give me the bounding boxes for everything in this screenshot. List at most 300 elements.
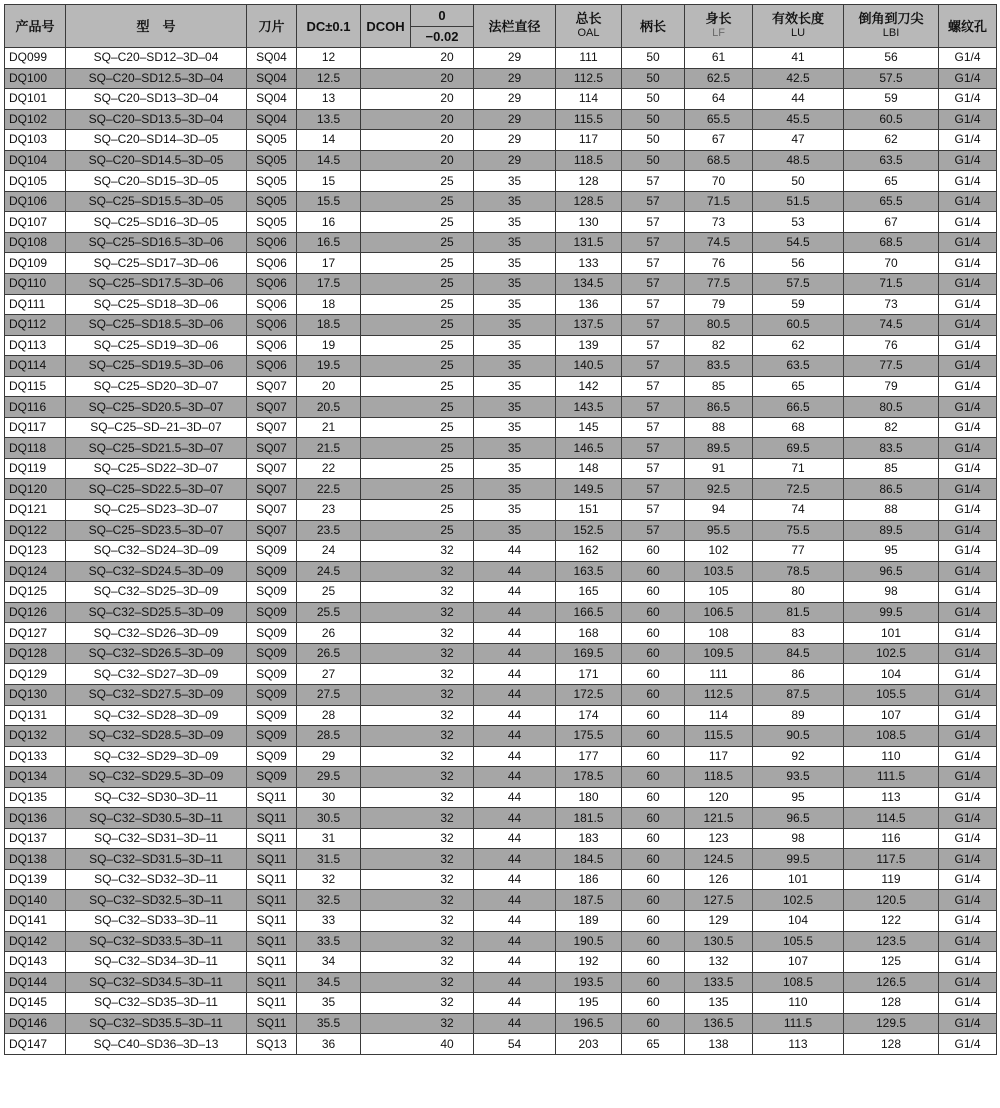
cell-lf: 62.5: [685, 68, 753, 89]
cell-oal: 174: [556, 705, 622, 726]
cell-flange: 44: [474, 602, 556, 623]
cell-oal: 184.5: [556, 849, 622, 870]
cell-thread: G1/4: [939, 787, 997, 808]
cell-code: DQ138: [5, 849, 66, 870]
cell-thread: G1/4: [939, 232, 997, 253]
cell-code: DQ132: [5, 726, 66, 747]
cell-model: SQ–C25–SD17–3D–06: [66, 253, 247, 274]
cell-shank: 57: [622, 458, 685, 479]
cell-thread: G1/4: [939, 171, 997, 192]
cell-code: DQ099: [5, 48, 66, 69]
cell-blade: SQ11: [247, 849, 297, 870]
cell-oal: 187.5: [556, 890, 622, 911]
cell-dcoh: 32: [361, 623, 474, 644]
cell-dcoh: 25: [361, 171, 474, 192]
cell-model: SQ–C25–SD20.5–3D–07: [66, 397, 247, 418]
cell-lbi: 62: [844, 130, 939, 151]
cell-code: DQ139: [5, 869, 66, 890]
cell-oal: 183: [556, 828, 622, 849]
cell-lbi: 65: [844, 171, 939, 192]
cell-shank: 60: [622, 972, 685, 993]
cell-lbi: 98: [844, 582, 939, 603]
tolerance-lower: −0.02: [425, 28, 459, 44]
cell-thread: G1/4: [939, 458, 997, 479]
cell-model: SQ–C32–SD33.5–3D–11: [66, 931, 247, 952]
cell-dc: 28.5: [297, 726, 361, 747]
cell-blade: SQ05: [247, 212, 297, 233]
cell-lf: 120: [685, 787, 753, 808]
cell-code: DQ107: [5, 212, 66, 233]
cell-code: DQ133: [5, 746, 66, 767]
cell-lu: 77: [753, 541, 844, 562]
cell-oal: 128: [556, 171, 622, 192]
cell-shank: 60: [622, 705, 685, 726]
table-row: [5, 48, 997, 69]
cell-dcoh: 25: [361, 417, 474, 438]
cell-thread: G1/4: [939, 150, 997, 171]
cell-lbi: 60.5: [844, 109, 939, 130]
table-row: [5, 438, 997, 459]
cell-code: DQ120: [5, 479, 66, 500]
cell-code: DQ144: [5, 972, 66, 993]
cell-model: SQ–C20–SD14–3D–05: [66, 130, 247, 151]
cell-lf: 74.5: [685, 232, 753, 253]
cell-model: SQ–C20–SD13.5–3D–04: [66, 109, 247, 130]
cell-oal: 118.5: [556, 150, 622, 171]
cell-lf: 105: [685, 582, 753, 603]
cell-blade: SQ11: [247, 931, 297, 952]
cell-blade: SQ06: [247, 232, 297, 253]
cell-shank: 60: [622, 726, 685, 747]
cell-lbi: 88: [844, 500, 939, 521]
cell-lbi: 128: [844, 993, 939, 1014]
cell-flange: 44: [474, 726, 556, 747]
table-row: [5, 684, 997, 705]
table-row: [5, 520, 997, 541]
cell-lbi: 85: [844, 458, 939, 479]
cell-model: SQ–C20–SD12.5–3D–04: [66, 68, 247, 89]
cell-dc: 34: [297, 952, 361, 973]
cell-oal: 178.5: [556, 767, 622, 788]
cell-dcoh: 32: [361, 582, 474, 603]
cell-thread: G1/4: [939, 1013, 997, 1034]
cell-thread: G1/4: [939, 417, 997, 438]
cell-lbi: 104: [844, 664, 939, 685]
cell-dc: 20: [297, 376, 361, 397]
cell-thread: G1/4: [939, 746, 997, 767]
cell-dcoh: 25: [361, 335, 474, 356]
cell-lf: 76: [685, 253, 753, 274]
cell-lbi: 79: [844, 376, 939, 397]
cell-flange: 44: [474, 767, 556, 788]
cell-blade: SQ06: [247, 356, 297, 377]
cell-flange: 29: [474, 109, 556, 130]
cell-lbi: 59: [844, 89, 939, 110]
cell-code: DQ109: [5, 253, 66, 274]
cell-thread: G1/4: [939, 397, 997, 418]
cell-lbi: 95: [844, 541, 939, 562]
cell-shank: 60: [622, 684, 685, 705]
cell-model: SQ–C32–SD28.5–3D–09: [66, 726, 247, 747]
cell-code: DQ127: [5, 623, 66, 644]
cell-thread: G1/4: [939, 993, 997, 1014]
cell-dcoh: 25: [361, 253, 474, 274]
cell-lf: 89.5: [685, 438, 753, 459]
cell-dcoh: 32: [361, 952, 474, 973]
cell-dcoh: 32: [361, 910, 474, 931]
cell-thread: G1/4: [939, 849, 997, 870]
cell-thread: G1/4: [939, 582, 997, 603]
cell-model: SQ–C32–SD28–3D–09: [66, 705, 247, 726]
cell-oal: 142: [556, 376, 622, 397]
cell-code: DQ141: [5, 910, 66, 931]
cell-lbi: 71.5: [844, 274, 939, 295]
cell-lbi: 68.5: [844, 232, 939, 253]
cell-lf: 86.5: [685, 397, 753, 418]
cell-code: DQ117: [5, 417, 66, 438]
cell-blade: SQ05: [247, 191, 297, 212]
cell-shank: 50: [622, 89, 685, 110]
spec-table-container: [4, 4, 996, 1055]
cell-lu: 60.5: [753, 315, 844, 336]
cell-lbi: 74.5: [844, 315, 939, 336]
spec-table: [4, 4, 997, 1055]
cell-oal: 151: [556, 500, 622, 521]
cell-lf: 92.5: [685, 479, 753, 500]
cell-dc: 18: [297, 294, 361, 315]
cell-lbi: 86.5: [844, 479, 939, 500]
cell-oal: 163.5: [556, 561, 622, 582]
cell-model: SQ–C20–SD15–3D–05: [66, 171, 247, 192]
cell-oal: 112.5: [556, 68, 622, 89]
cell-blade: SQ06: [247, 294, 297, 315]
cell-thread: G1/4: [939, 356, 997, 377]
cell-flange: 54: [474, 1034, 556, 1055]
cell-lf: 109.5: [685, 643, 753, 664]
cell-lf: 112.5: [685, 684, 753, 705]
cell-lu: 84.5: [753, 643, 844, 664]
header-lf-sub: LF: [712, 27, 725, 39]
cell-oal: 139: [556, 335, 622, 356]
cell-thread: G1/4: [939, 623, 997, 644]
cell-lu: 74: [753, 500, 844, 521]
cell-flange: 35: [474, 171, 556, 192]
cell-dcoh: 32: [361, 561, 474, 582]
cell-blade: SQ04: [247, 48, 297, 69]
cell-flange: 35: [474, 479, 556, 500]
cell-flange: 44: [474, 890, 556, 911]
cell-flange: 44: [474, 869, 556, 890]
cell-shank: 60: [622, 1013, 685, 1034]
cell-code: DQ126: [5, 602, 66, 623]
cell-lf: 102: [685, 541, 753, 562]
cell-blade: SQ06: [247, 335, 297, 356]
cell-flange: 35: [474, 294, 556, 315]
cell-thread: G1/4: [939, 376, 997, 397]
cell-thread: G1/4: [939, 315, 997, 336]
cell-flange: 44: [474, 910, 556, 931]
cell-flange: 44: [474, 684, 556, 705]
header-oal-label: 总长: [575, 11, 602, 26]
cell-flange: 35: [474, 191, 556, 212]
cell-blade: SQ09: [247, 767, 297, 788]
table-row: [5, 582, 997, 603]
cell-lbi: 76: [844, 335, 939, 356]
cell-flange: 29: [474, 68, 556, 89]
header-model: 型 号: [66, 5, 247, 48]
cell-dcoh: 32: [361, 684, 474, 705]
cell-lbi: 65.5: [844, 191, 939, 212]
cell-model: SQ–C20–SD14.5–3D–05: [66, 150, 247, 171]
cell-model: SQ–C32–SD32.5–3D–11: [66, 890, 247, 911]
cell-shank: 60: [622, 869, 685, 890]
table-row: [5, 931, 997, 952]
cell-blade: SQ09: [247, 726, 297, 747]
cell-thread: G1/4: [939, 828, 997, 849]
cell-code: DQ146: [5, 1013, 66, 1034]
cell-oal: 203: [556, 1034, 622, 1055]
cell-lbi: 123.5: [844, 931, 939, 952]
table-row: [5, 376, 997, 397]
cell-flange: 35: [474, 458, 556, 479]
cell-flange: 44: [474, 746, 556, 767]
cell-model: SQ–C32–SD31–3D–11: [66, 828, 247, 849]
cell-blade: SQ04: [247, 68, 297, 89]
cell-model: SQ–C25–SD15.5–3D–05: [66, 191, 247, 212]
cell-dc: 21.5: [297, 438, 361, 459]
cell-lf: 124.5: [685, 849, 753, 870]
cell-lbi: 122: [844, 910, 939, 931]
cell-dc: 15.5: [297, 191, 361, 212]
cell-thread: G1/4: [939, 212, 997, 233]
cell-oal: 189: [556, 910, 622, 931]
cell-thread: G1/4: [939, 130, 997, 151]
cell-dcoh: 25: [361, 438, 474, 459]
cell-thread: G1/4: [939, 767, 997, 788]
cell-thread: G1/4: [939, 1034, 997, 1055]
table-row: [5, 849, 997, 870]
cell-dc: 34.5: [297, 972, 361, 993]
cell-lu: 62: [753, 335, 844, 356]
cell-blade: SQ09: [247, 705, 297, 726]
cell-thread: G1/4: [939, 274, 997, 295]
cell-blade: SQ07: [247, 376, 297, 397]
cell-dcoh: 32: [361, 664, 474, 685]
cell-dcoh: 32: [361, 767, 474, 788]
cell-code: DQ135: [5, 787, 66, 808]
cell-lf: 114: [685, 705, 753, 726]
cell-lf: 83.5: [685, 356, 753, 377]
cell-model: SQ–C25–SD20–3D–07: [66, 376, 247, 397]
cell-shank: 57: [622, 294, 685, 315]
cell-lu: 99.5: [753, 849, 844, 870]
cell-dc: 16: [297, 212, 361, 233]
cell-lf: 121.5: [685, 808, 753, 829]
cell-code: DQ100: [5, 68, 66, 89]
cell-shank: 57: [622, 417, 685, 438]
cell-dcoh: 20: [361, 48, 474, 69]
cell-model: SQ–C25–SD22.5–3D–07: [66, 479, 247, 500]
cell-oal: 180: [556, 787, 622, 808]
cell-code: DQ121: [5, 500, 66, 521]
cell-code: DQ136: [5, 808, 66, 829]
cell-lu: 95: [753, 787, 844, 808]
cell-code: DQ128: [5, 643, 66, 664]
cell-dc: 26: [297, 623, 361, 644]
cell-flange: 35: [474, 438, 556, 459]
table-row: [5, 109, 997, 130]
cell-thread: G1/4: [939, 972, 997, 993]
cell-dc: 22.5: [297, 479, 361, 500]
cell-flange: 44: [474, 623, 556, 644]
cell-oal: 168: [556, 623, 622, 644]
cell-dc: 24.5: [297, 561, 361, 582]
cell-flange: 35: [474, 376, 556, 397]
cell-lu: 107: [753, 952, 844, 973]
cell-lf: 115.5: [685, 726, 753, 747]
cell-lf: 88: [685, 417, 753, 438]
cell-oal: 148: [556, 458, 622, 479]
cell-dcoh: 32: [361, 541, 474, 562]
cell-blade: SQ11: [247, 993, 297, 1014]
cell-lf: 133.5: [685, 972, 753, 993]
cell-oal: 190.5: [556, 931, 622, 952]
cell-thread: G1/4: [939, 869, 997, 890]
table-row: [5, 500, 997, 521]
cell-flange: 44: [474, 643, 556, 664]
cell-code: DQ125: [5, 582, 66, 603]
cell-lu: 87.5: [753, 684, 844, 705]
cell-shank: 57: [622, 253, 685, 274]
cell-thread: G1/4: [939, 89, 997, 110]
header-code: 产品号: [5, 5, 66, 48]
header-blade: 刀片: [247, 5, 297, 48]
cell-dcoh: 25: [361, 520, 474, 541]
cell-lu: 78.5: [753, 561, 844, 582]
cell-lf: 132: [685, 952, 753, 973]
cell-lf: 64: [685, 89, 753, 110]
cell-code: DQ137: [5, 828, 66, 849]
cell-lf: 73: [685, 212, 753, 233]
cell-lbi: 56: [844, 48, 939, 69]
cell-shank: 57: [622, 438, 685, 459]
cell-dcoh: 20: [361, 130, 474, 151]
cell-flange: 35: [474, 500, 556, 521]
cell-blade: SQ07: [247, 479, 297, 500]
cell-shank: 60: [622, 787, 685, 808]
cell-dc: 19.5: [297, 356, 361, 377]
table-row: [5, 726, 997, 747]
cell-lbi: 57.5: [844, 68, 939, 89]
cell-lu: 48.5: [753, 150, 844, 171]
cell-lbi: 82: [844, 417, 939, 438]
cell-flange: 44: [474, 582, 556, 603]
cell-dc: 17.5: [297, 274, 361, 295]
cell-thread: G1/4: [939, 910, 997, 931]
table-row: [5, 890, 997, 911]
cell-blade: SQ04: [247, 89, 297, 110]
cell-lf: 111: [685, 664, 753, 685]
cell-lu: 57.5: [753, 274, 844, 295]
cell-lu: 101: [753, 869, 844, 890]
cell-dc: 29.5: [297, 767, 361, 788]
cell-dcoh: 20: [361, 89, 474, 110]
cell-blade: SQ11: [247, 808, 297, 829]
cell-blade: SQ09: [247, 582, 297, 603]
cell-code: DQ112: [5, 315, 66, 336]
table-row: [5, 191, 997, 212]
cell-flange: 44: [474, 1013, 556, 1034]
cell-dcoh: 32: [361, 931, 474, 952]
cell-dc: 25: [297, 582, 361, 603]
cell-shank: 60: [622, 746, 685, 767]
cell-code: DQ134: [5, 767, 66, 788]
table-row: [5, 253, 997, 274]
cell-dcoh: 25: [361, 315, 474, 336]
cell-model: SQ–C25–SD23–3D–07: [66, 500, 247, 521]
cell-flange: 35: [474, 253, 556, 274]
cell-flange: 29: [474, 130, 556, 151]
cell-oal: 143.5: [556, 397, 622, 418]
cell-thread: G1/4: [939, 602, 997, 623]
header-dcoh: DCOH: [361, 5, 411, 48]
table-row: [5, 623, 997, 644]
cell-shank: 60: [622, 541, 685, 562]
cell-blade: SQ09: [247, 746, 297, 767]
cell-oal: 181.5: [556, 808, 622, 829]
cell-dc: 19: [297, 335, 361, 356]
cell-dc: 14: [297, 130, 361, 151]
cell-dcoh: 32: [361, 643, 474, 664]
cell-shank: 60: [622, 664, 685, 685]
cell-flange: 35: [474, 397, 556, 418]
cell-lbi: 128: [844, 1034, 939, 1055]
cell-lbi: 113: [844, 787, 939, 808]
cell-oal: 171: [556, 664, 622, 685]
cell-shank: 60: [622, 643, 685, 664]
header-lu-sub: LU: [790, 27, 806, 39]
cell-lu: 92: [753, 746, 844, 767]
cell-dc: 35.5: [297, 1013, 361, 1034]
cell-lu: 72.5: [753, 479, 844, 500]
header-thread: 螺纹孔: [939, 5, 997, 48]
cell-dcoh: 32: [361, 972, 474, 993]
cell-lu: 45.5: [753, 109, 844, 130]
cell-lf: 65.5: [685, 109, 753, 130]
cell-shank: 57: [622, 500, 685, 521]
cell-dc: 31.5: [297, 849, 361, 870]
table-row: [5, 356, 997, 377]
cell-lbi: 102.5: [844, 643, 939, 664]
cell-blade: SQ11: [247, 952, 297, 973]
cell-lf: 118.5: [685, 767, 753, 788]
header-row: [5, 5, 997, 48]
cell-blade: SQ07: [247, 397, 297, 418]
cell-lbi: 77.5: [844, 356, 939, 377]
cell-dcoh: 20: [361, 150, 474, 171]
cell-dc: 25.5: [297, 602, 361, 623]
cell-model: SQ–C32–SD32–3D–11: [66, 869, 247, 890]
cell-lu: 83: [753, 623, 844, 644]
cell-lu: 65: [753, 376, 844, 397]
cell-lf: 95.5: [685, 520, 753, 541]
cell-shank: 50: [622, 150, 685, 171]
cell-dc: 13: [297, 89, 361, 110]
cell-flange: 35: [474, 356, 556, 377]
cell-lbi: 73: [844, 294, 939, 315]
cell-flange: 44: [474, 931, 556, 952]
cell-lbi: 83.5: [844, 438, 939, 459]
